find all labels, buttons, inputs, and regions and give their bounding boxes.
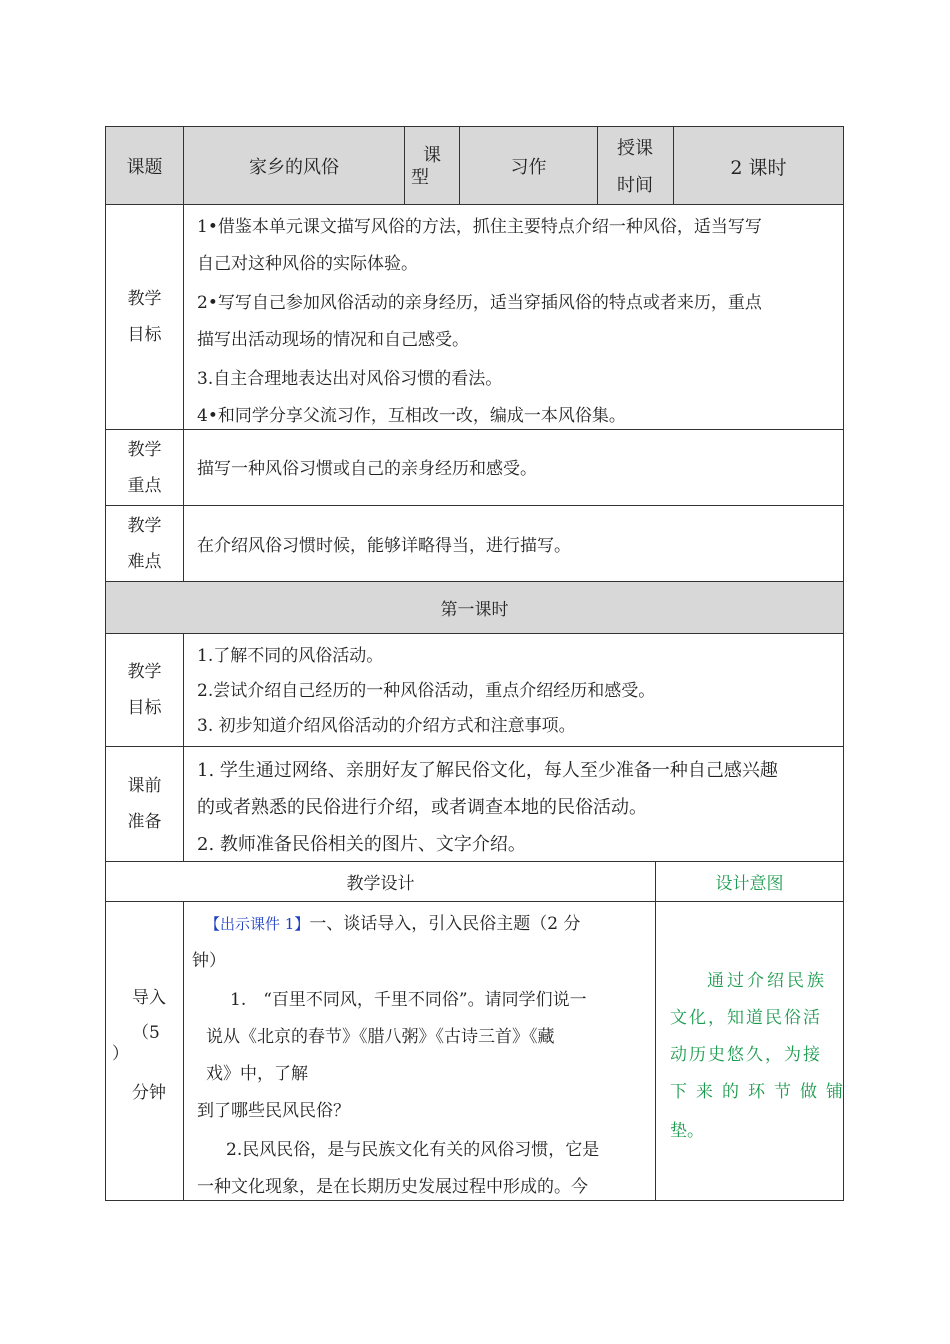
shou-ke-label <box>598 127 673 205</box>
shou-ke-label-1: 授课 <box>617 138 653 159</box>
difficulty-label-1: 教学 <box>127 515 162 536</box>
goals-line: 4•和同学分享父流习作，互相改一改，编成一本风俗集。 <box>197 406 626 426</box>
key-point-text: 描写一种风俗习惯或自己的亲身经历和感受。 <box>197 459 537 479</box>
shou-ke-value: 2 课时 <box>730 156 787 179</box>
intro-label-4: 分钟 <box>132 1083 166 1103</box>
ke-ti-label: 课题 <box>126 157 163 178</box>
ke-xing-label-1: 课 <box>423 145 441 166</box>
intro-line-1 <box>205 913 581 935</box>
ke-xing-label <box>405 127 459 205</box>
difficulty-label <box>106 506 183 581</box>
prep-label-2: 准备 <box>127 812 162 832</box>
goals-label-2: 目标 <box>127 325 162 345</box>
design-intent-title: 设计意图 <box>715 874 784 894</box>
goals-line: 1•借鉴本单元课文描写风俗的方法，抓住主要特点介绍一种风俗，适当写写 <box>197 217 762 237</box>
prep-label-1: 课前 <box>127 776 162 796</box>
prep-label <box>106 747 183 861</box>
goals-line: 2•写写自己参加风俗活动的亲身经历，适当穿插风俗的特点或者来历，重点 <box>197 293 762 313</box>
intro-line: 戏》中，了解 <box>206 1064 308 1084</box>
difficulty-text: 在介绍风俗习惯时候，能够详略得当，进行描写。 <box>197 536 571 556</box>
prep-line: 2. 教师准备民俗相关的图片、文字介绍。 <box>197 834 526 855</box>
intent-line: 文化，知道民俗活 <box>670 1008 822 1028</box>
key-point-label-1: 教学 <box>127 439 162 460</box>
goals-label-1: 教学 <box>127 289 162 309</box>
prep-line: 1. 学生通过网络、亲朋好友了解民俗文化，每人至少准备一种自己感兴趣 <box>197 760 778 781</box>
intent-line: 下来的环节做铺 <box>670 1082 852 1102</box>
ke-xing-value: 习作 <box>510 157 547 178</box>
intro-line: 到了哪些民风民俗？ <box>197 1101 350 1121</box>
intent-line: 通过介绍民族 <box>707 971 827 991</box>
goals-line: 3.自主合理地表达出对风俗习惯的看法。 <box>197 369 503 389</box>
intro-line: 一种文化现象，是在长期历史发展过程中形成的。今 <box>197 1177 588 1197</box>
goals2-line: 3. 初步知道介绍风俗活动的介绍方式和注意事项。 <box>197 716 576 736</box>
goals2-line: 1.了解不同的风俗活动。 <box>197 646 384 666</box>
goals-label <box>106 205 183 429</box>
intro-line: 1. “百里不同风，千里不同俗”。请同学们说一 <box>230 990 587 1010</box>
intro-line: 说从《北京的春节》《腊八粥》《古诗三首》《藏 <box>206 1027 555 1047</box>
courseware-tag: 【出示课件 1】 <box>205 915 310 933</box>
goals2-label-2: 目标 <box>127 698 162 718</box>
key-point-label-2: 重点 <box>127 475 162 496</box>
intro-line: 2.民风民俗，是与民族文化有关的风俗习惯，它是 <box>226 1140 600 1160</box>
goals2-label <box>106 634 183 746</box>
goals2-label-1: 教学 <box>127 662 162 682</box>
goals-line: 描写出活动现场的情况和自己感受。 <box>197 330 469 350</box>
design-title: 教学设计 <box>346 874 415 894</box>
intro-line-1-text: 一、谈话导入，引入民俗主题（2 分 <box>309 914 581 934</box>
lesson-one-title: 第一课时 <box>440 600 509 620</box>
prep-line: 的或者熟悉的民俗进行介绍，或者调查本地的民俗活动。 <box>197 797 647 818</box>
goals2-line: 2.尝试介绍自己经历的一种风俗活动，重点介绍经历和感受。 <box>197 681 656 701</box>
intro-label-3: ） <box>112 1044 129 1064</box>
intent-line: 动历史悠久，为接 <box>670 1045 822 1065</box>
intro-label-2: （5 <box>132 1023 160 1043</box>
ke-xing-label-2: 型 <box>411 167 429 188</box>
intro-label-1: 导入 <box>132 988 166 1008</box>
shou-ke-label-2: 时间 <box>617 175 653 196</box>
goals-line: 自己对这种风俗的实际体验。 <box>197 254 418 274</box>
difficulty-label-2: 难点 <box>127 551 162 572</box>
intent-line: 垫。 <box>670 1121 704 1141</box>
ke-ti-value: 家乡的风俗 <box>249 157 339 178</box>
key-point-label <box>106 430 183 505</box>
intro-line: 钟） <box>192 951 226 971</box>
